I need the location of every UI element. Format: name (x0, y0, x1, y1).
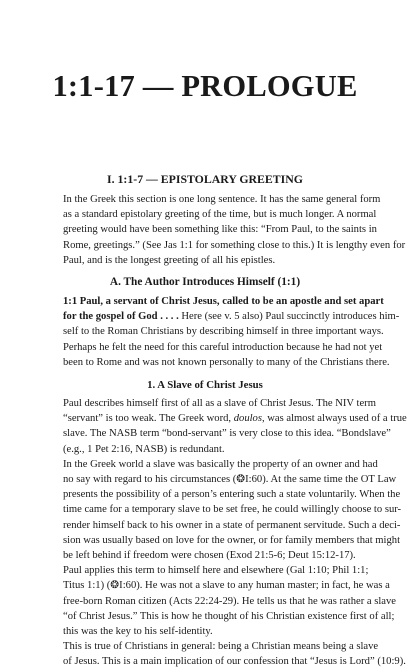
subsection-heading: A. The Author Introduces Himself (1:1) (109, 276, 301, 289)
text-line: sion was usually based on love for the owner, or for family members that might (63, 534, 401, 546)
text-line: Paul describes himself first of all as a slave of Christ Jesus. The NIV term (63, 398, 376, 410)
text-line: Titus 1:1) (❂I:60). He was not a slave to any human master; in fact, he was a (63, 580, 390, 592)
text-line: Perhaps he felt the need for this careful introduction because he had not yet (63, 341, 383, 353)
intro-paragraph (49, 192, 406, 268)
text-line: greeting would have been something like this: “From Paul, to the saints in (63, 224, 377, 236)
text-line: time came for a temporary slave to be set free, he could willingly choose to sur- (63, 504, 402, 516)
text-line: be left behind if freedom were chosen (Exod 21:5-6; Deut 15:12-17). (63, 550, 356, 562)
slave-paragraph-3 (49, 563, 396, 639)
text-fragment: “servant” is too weak. The Greek word, (63, 413, 234, 425)
slave-paragraph-2 (49, 457, 402, 563)
text-line: as a standard epistolary greeting of the time, but is much longer. A normal (63, 209, 377, 221)
text-line: of Jesus. This is a main implication of our confession that “Jesus is Lord” (10:9). (63, 656, 406, 668)
text-fragment: , was almost always used of a true (261, 413, 407, 425)
text-line: render himself back to his owner in a state of permanent servitude. Such a deci- (63, 519, 401, 531)
greek-term: doulos (233, 413, 262, 425)
text-line: this was the key to his self-identity. (63, 626, 213, 638)
text-line (49, 411, 407, 426)
commentary-text: Here (see v. 5 also) Paul succinctly introduces him- (178, 311, 400, 323)
text-line: In the Greek this section is one long sentence. It has the same general form (63, 194, 381, 205)
text-line: (e.g., 1 Pet 2:16, NASB) is redundant. (63, 443, 225, 455)
text-line: slave. The NASB term “bond-servant” is very close to this idea. “Bondslave” (63, 428, 391, 440)
section-heading: I. 1:1-7 — EPISTOLARY GREETING (107, 172, 303, 186)
author-paragraph (49, 294, 400, 370)
text-line: “of Christ Jesus.” This is how he thought of his Christian existence first of all; (63, 610, 395, 622)
verse-text: for the gospel of God . . . . (63, 311, 179, 323)
verse-text-line: 1:1 Paul, a servant of Christ Jesus, called to be an apostle and set apart (63, 296, 384, 308)
text-line: Paul applies this term to himself here and elsewhere (Gal 1:10; Phil 1:1; (63, 565, 369, 577)
subsubsection-heading: 1. A Slave of Christ Jesus (147, 379, 263, 392)
slave-paragraph-4 (49, 639, 406, 669)
text-line: In the Greek world a slave was basically the property of an owner and had (63, 458, 378, 470)
chapter-title: 1:1-17 — PROLOGUE (52, 69, 358, 103)
text-line (49, 309, 400, 324)
text-line: Rome, greetings.” (See Jas 1:1 for something close to this.) It is lengthy even for (63, 239, 406, 251)
text-line: This is true of Christians in general: being a Christian means being a slave (63, 641, 379, 653)
text-line: Paul, and is the longest greeting of all his epistles. (63, 254, 276, 266)
text-line: been to Rome and was not known personally to many of the Christians there. (63, 356, 390, 368)
text-line: no say with regard to his circumstances (❂I:60). At the same time the OT Law (63, 474, 397, 486)
text-line: free-born Roman citizen (Acts 22:24-29). He tells us that he was rather a slave (63, 595, 396, 607)
text-line: self to the Roman Christians by describing himself in three important ways. (63, 326, 384, 338)
text-line: presents the possibility of a person’s entering such a state voluntarily. When the (63, 489, 401, 501)
slave-paragraph-1 (49, 396, 407, 457)
